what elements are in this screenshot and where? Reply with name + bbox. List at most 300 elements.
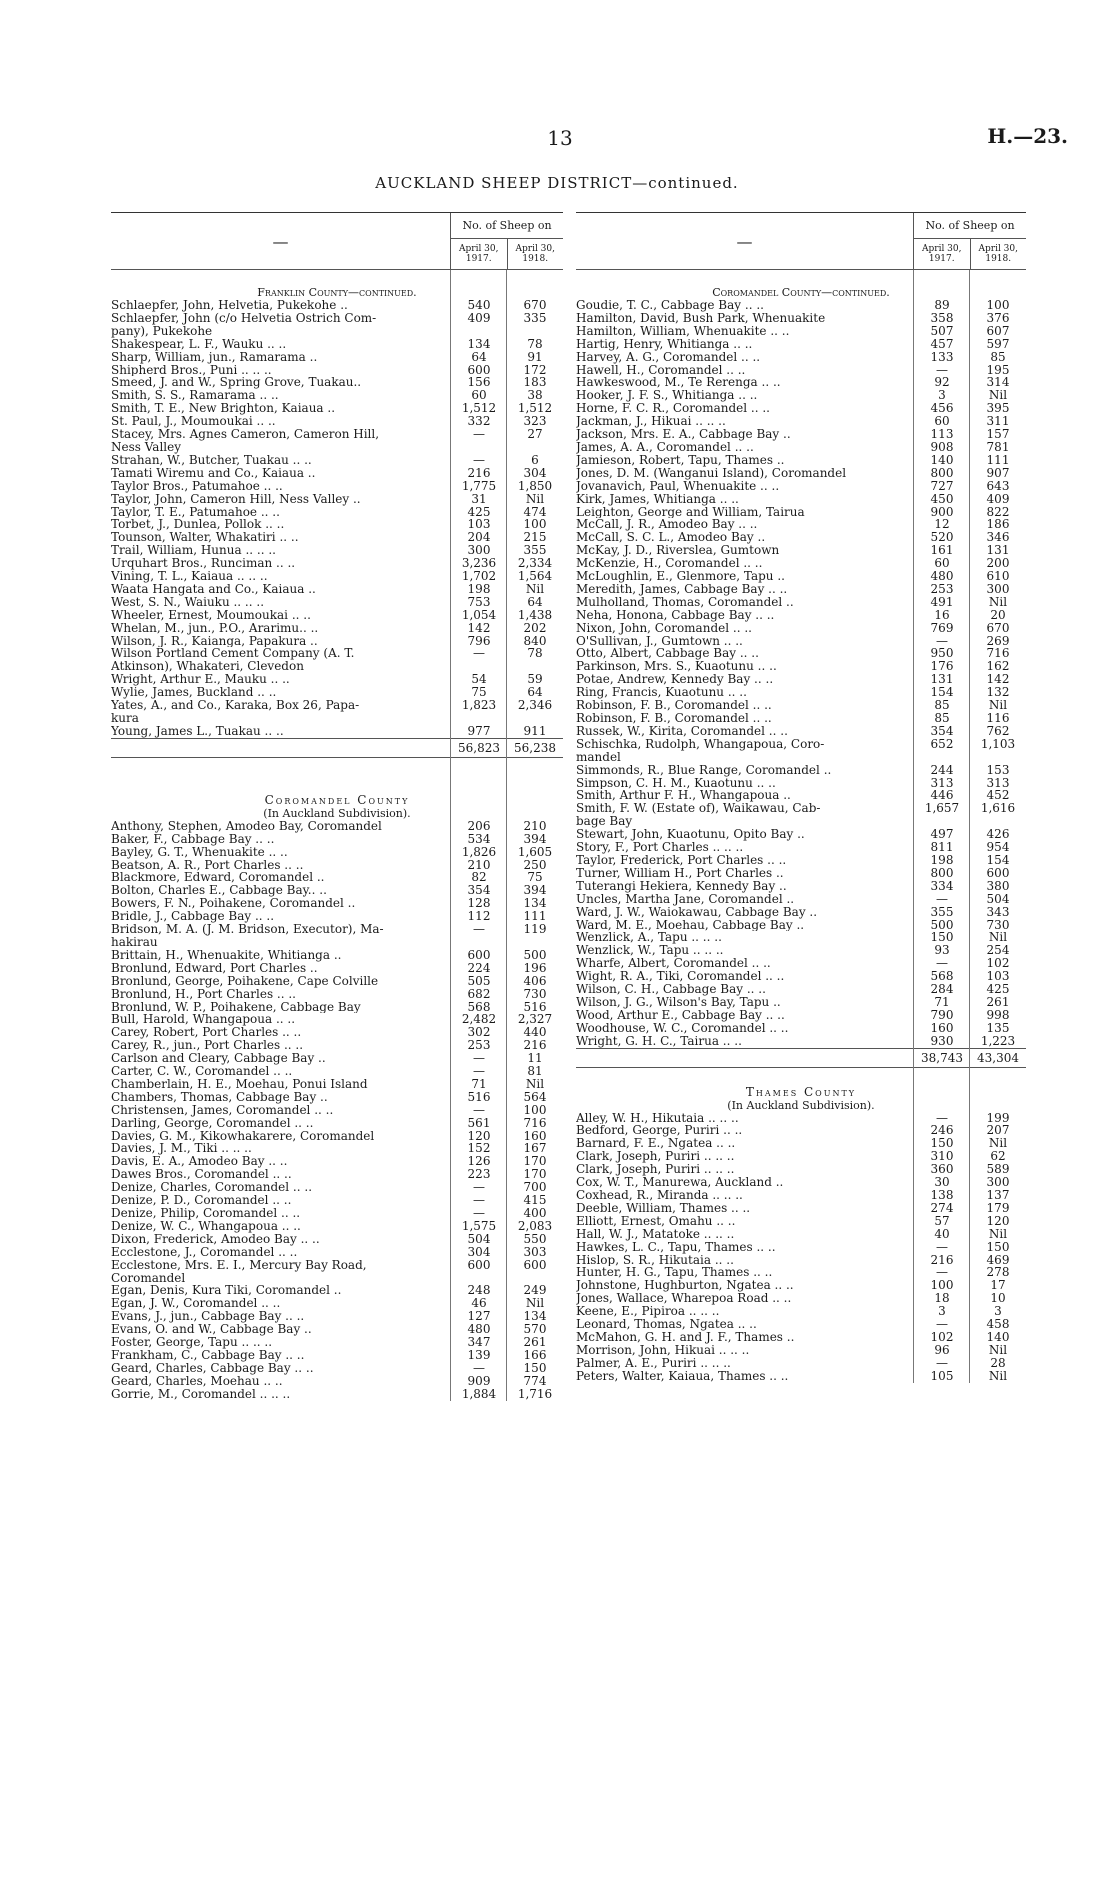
table-row <box>576 635 1026 648</box>
table-row <box>111 936 563 949</box>
sheep-1918-value: 500 <box>523 947 547 962</box>
table-row <box>576 1357 1026 1370</box>
dash-header: — <box>111 213 451 269</box>
owner-name: Alley, W. H., Hikutaia .. .. .. <box>576 1111 739 1125</box>
sheep-1918-value: Nil <box>988 594 1008 609</box>
right-column <box>576 212 1026 1383</box>
owner-name: Clark, Joseph, Puriri .. .. .. <box>576 1150 735 1164</box>
table-row <box>576 777 1026 790</box>
sheep-1918-value: 111 <box>523 909 547 924</box>
table-row <box>111 1026 563 1039</box>
sheep-1917-value: 89 <box>934 298 950 312</box>
sheep-1918-value: 954 <box>986 840 1010 855</box>
county-subtitle: (In Auckland Subdivision). <box>263 806 411 820</box>
table-row <box>576 1241 1026 1254</box>
owner-name: Neha, Honona, Cabbage Bay .. .. <box>576 608 775 622</box>
owner-name: Parkinson, Mrs. S., Kuaotunu .. .. <box>576 660 777 674</box>
table-row <box>111 480 563 493</box>
sheep-1917-value: — <box>936 1110 948 1125</box>
table-row <box>111 833 563 846</box>
sheep-1917-value: 92 <box>934 375 950 390</box>
table-row <box>111 949 563 962</box>
owner-name: Beatson, A. R., Port Charles .. .. <box>111 858 304 872</box>
sheep-1918-value: Nil <box>525 491 545 506</box>
sheep-1918-value <box>507 712 563 725</box>
table-row <box>576 1318 1026 1331</box>
sheep-1917-value: 600 <box>467 1257 491 1272</box>
sheep-1918-value: 323 <box>523 414 547 429</box>
sheep-1917-value: 216 <box>467 465 491 480</box>
sheep-1918-value: Nil <box>988 1136 1008 1151</box>
table-row <box>111 609 563 622</box>
owner-name: Turner, William H., Port Charles .. <box>576 866 784 880</box>
owner-name: James, A. A., Coromandel .. .. <box>576 440 754 454</box>
owner-name: Robinson, F. B., Coromandel .. .. <box>576 712 772 725</box>
sheep-1917-value: 2,482 <box>461 1012 497 1027</box>
sheep-1918-value: 1,438 <box>517 607 553 622</box>
sheep-1917-value: 156 <box>467 375 491 390</box>
county-heading: Franklin County—continued. <box>257 286 417 299</box>
owner-name: Russek, W., Kirita, Coromandel .. .. <box>576 724 788 738</box>
owner-name: Hawkes, L. C., Tapu, Thames .. .. <box>576 1240 776 1254</box>
table-row <box>576 1331 1026 1344</box>
owner-name: Wood, Arthur E., Cabbage Bay .. .. <box>576 1008 785 1022</box>
sheep-1918-value: 550 <box>523 1231 547 1246</box>
sheep-1917-value: 480 <box>930 569 954 584</box>
table-row <box>111 338 563 351</box>
table-row <box>576 1292 1026 1305</box>
table-row <box>111 635 563 648</box>
owner-name: Urquhart Bros., Runciman .. .. <box>111 557 296 571</box>
owner-name: pany), Pukekohe <box>111 324 213 338</box>
sheep-1918-value: 135 <box>986 1020 1010 1035</box>
sheep-1918-value: Nil <box>988 1368 1008 1383</box>
sheep-1918-value: 300 <box>986 1175 1010 1190</box>
owner-name: Egan, Denis, Kura Tiki, Coromandel .. <box>111 1284 342 1298</box>
table-row <box>111 859 563 872</box>
owner-name: Atkinson), Whakateri, Clevedon <box>111 660 304 674</box>
sheep-1917-value: 3,236 <box>461 556 497 571</box>
owner-name: McMahon, G. H. and J. F., Thames .. <box>576 1330 795 1344</box>
sheep-1917-value: 540 <box>467 298 491 312</box>
sheep-1917-value: 134 <box>467 336 491 351</box>
table-row <box>576 699 1026 712</box>
table-row <box>576 815 1026 828</box>
sheep-1917-value: 769 <box>930 620 954 635</box>
owner-name: Potae, Andrew, Kennedy Bay .. .. <box>576 673 774 687</box>
sheep-1917-value: 85 <box>934 698 950 713</box>
sheep-1917-value: 358 <box>930 310 954 325</box>
sheep-1917-value: 18 <box>934 1291 950 1306</box>
sheep-1918-value: 167 <box>523 1141 547 1156</box>
sheep-1918-value: 134 <box>523 896 547 911</box>
owner-name: Yates, A., and Co., Karaka, Box 26, Papa- <box>111 699 360 712</box>
sheep-1918-value: 440 <box>523 1025 547 1040</box>
sheep-1918-value: Nil <box>525 1296 545 1311</box>
table-row <box>576 1279 1026 1292</box>
sheep-1917-value: 38,743 <box>921 1050 963 1065</box>
owner-name: kura <box>111 712 139 725</box>
owner-name: Christensen, James, Coromandel .. .. <box>111 1103 334 1117</box>
sheep-1918-value: 170 <box>523 1154 547 1169</box>
sheep-1917-value: 253 <box>930 581 954 596</box>
owner-name: Barnard, F. E., Ngatea .. .. <box>576 1137 736 1151</box>
sheep-1918-value: 2,334 <box>517 556 553 571</box>
sheep-1918-value: 314 <box>986 375 1010 390</box>
table-row <box>111 1246 563 1259</box>
sheep-1917-value: 1,823 <box>461 698 497 713</box>
table-row <box>111 1272 563 1285</box>
sheep-1918-value: 27 <box>527 427 543 442</box>
sheep-1918-value: 597 <box>986 336 1010 351</box>
owner-name: Leighton, George and William, Tairua <box>576 505 805 519</box>
table-row <box>576 764 1026 777</box>
owner-name: Otto, Albert, Cabbage Bay .. .. <box>576 647 759 661</box>
sheep-1918-value: 570 <box>523 1322 547 1337</box>
sheep-1918-value: 78 <box>527 336 543 351</box>
sheep-1917-value: 727 <box>930 478 954 493</box>
owner-name: Schlaepfer, John (c/o Helvetia Ostrich Com- <box>111 311 377 325</box>
owner-name: Horne, F. C. R., Coromandel .. .. <box>576 402 770 416</box>
table-row <box>111 1194 563 1207</box>
owner-name: Ness Valley <box>111 440 182 454</box>
table-row <box>111 415 563 428</box>
sheep-1917-value: 600 <box>467 947 491 962</box>
sheep-1917-value: 138 <box>930 1188 954 1202</box>
table-row <box>576 1035 1026 1048</box>
table-row <box>576 673 1026 686</box>
sheep-1918-value <box>507 325 563 338</box>
sheep-1918-value: 207 <box>986 1123 1010 1138</box>
sheep-1917-value: 950 <box>930 646 954 661</box>
owner-name: Darling, George, Coromandel .. .. <box>111 1116 314 1130</box>
sheep-1917-value: 120 <box>467 1128 491 1143</box>
table-row <box>111 1297 563 1310</box>
sheep-1918-value: 426 <box>986 827 1010 842</box>
owner-name: Bull, Harold, Whangapoua .. .. <box>111 1013 296 1027</box>
sheep-1918-value: 17 <box>990 1278 1006 1293</box>
table-row <box>576 428 1026 441</box>
sheep-1917-value: 150 <box>930 1136 954 1151</box>
owner-name: Geard, Charles, Cabbage Bay .. .. <box>111 1361 314 1375</box>
owner-name: Geard, Charles, Moehau .. .. <box>111 1374 283 1388</box>
sheep-1917-value: — <box>936 1265 948 1280</box>
table-row <box>111 1117 563 1130</box>
sheep-1917-value: 60 <box>934 556 950 571</box>
owner-name: Leonard, Thomas, Ngatea .. .. <box>576 1318 757 1331</box>
table-row <box>576 1370 1026 1383</box>
table-row <box>111 570 563 583</box>
sheep-1917-value: 360 <box>930 1162 954 1177</box>
sheep-1917-value: 480 <box>467 1322 491 1337</box>
sheep-1918-value: 78 <box>527 646 543 661</box>
sheep-1918-value: 610 <box>986 569 1010 584</box>
sheep-1917-value: 497 <box>930 827 954 842</box>
owner-name: Keene, E., Pipiroa .. .. .. <box>576 1305 720 1319</box>
owner-name: Harvey, A. G., Coromandel .. .. <box>576 350 761 364</box>
table-row <box>576 983 1026 996</box>
sheep-1918-value: 643 <box>986 478 1010 493</box>
owner-name: Foster, George, Tapu .. .. .. <box>111 1336 273 1349</box>
owner-name: Wenzlick, W., Tapu .. .. .. <box>576 944 724 958</box>
owner-name: Smith, S. S., Ramarama .. .. <box>111 389 279 403</box>
owner-name: McLoughlin, E., Glenmore, Tapu .. <box>576 570 785 583</box>
table-row <box>111 897 563 910</box>
table-row <box>111 467 563 480</box>
table-row <box>111 441 563 454</box>
table-row <box>111 312 563 325</box>
table-row <box>576 1266 1026 1279</box>
sheep-1917-value: 142 <box>467 620 491 635</box>
sheep-1917-value: 753 <box>467 594 491 609</box>
sheep-1917-value: 505 <box>467 973 491 988</box>
owner-name: Bronlund, George, Poihakene, Cape Colville <box>111 974 379 988</box>
owner-name: Strahan, W., Butcher, Tuakau .. .. <box>111 453 312 467</box>
table-row <box>111 988 563 1001</box>
owner-name: Bowers, F. N., Poihakene, Coromandel .. <box>111 897 356 911</box>
table-row <box>111 1039 563 1052</box>
sheep-1917-value: 253 <box>467 1038 491 1053</box>
owner-name: Wenzlick, A., Tapu .. .. .. <box>576 931 722 945</box>
table-row <box>111 622 563 635</box>
owner-name: Trail, William, Hunua .. .. .. <box>111 544 276 558</box>
sheep-1917-value: — <box>936 891 948 906</box>
sheep-1917-value: 112 <box>467 909 491 924</box>
sheep-1917-value: 223 <box>467 1167 491 1182</box>
year-1918-header: April 30, 1918. <box>515 244 555 264</box>
sheep-1917-value: — <box>936 633 948 648</box>
sheep-1918-value: 196 <box>523 960 547 975</box>
table-row <box>576 751 1026 764</box>
sheep-1917-value: 54 <box>471 672 487 687</box>
owner-name: Wharfe, Albert, Coromandel .. .. <box>576 957 771 971</box>
sheep-1917-value: 30 <box>934 1175 950 1190</box>
sheep-1918-value: 157 <box>986 427 1010 442</box>
sheep-1918-value: 762 <box>986 723 1010 738</box>
sheep-1918-value: 202 <box>523 620 547 635</box>
sheep-1918-value: 250 <box>523 857 547 872</box>
sheep-1918-value: 170 <box>523 1167 547 1182</box>
sheep-1918-value: 343 <box>986 904 1010 919</box>
sheep-1918-value: 100 <box>523 517 547 532</box>
sheep-1917-value: — <box>936 1355 948 1370</box>
table-row <box>576 1124 1026 1137</box>
sheep-1917-value: 128 <box>467 896 491 911</box>
table-row <box>111 1013 563 1026</box>
sheep-1917-value: 800 <box>930 465 954 480</box>
sheep-1917-value: — <box>936 362 948 377</box>
owner-name: Ring, Francis, Kuaotunu .. .. <box>576 686 747 700</box>
sheep-1917-value: 75 <box>471 685 487 700</box>
sheep-1918-value: 38 <box>527 388 543 403</box>
sheep-1917-value: 908 <box>930 439 954 454</box>
sheep-1918-value: 179 <box>986 1200 1010 1215</box>
year-1917-header: April 30, 1917. <box>914 239 971 269</box>
sheep-1917-value: 561 <box>467 1115 491 1130</box>
table-row <box>576 493 1026 506</box>
sheep-1918-value: 458 <box>986 1317 1010 1332</box>
table-row <box>111 699 563 712</box>
sheep-1917-value: 1,826 <box>461 844 497 859</box>
sheep-1918-value: 261 <box>986 994 1010 1009</box>
table-row <box>111 871 563 884</box>
owner-name: Deeble, William, Thames .. .. <box>576 1201 751 1215</box>
sheep-1918-value: Nil <box>988 698 1008 713</box>
table-row <box>576 906 1026 919</box>
total-row <box>576 1048 1026 1068</box>
sheep-1918-value <box>507 441 563 454</box>
sheep-1918-value: 380 <box>986 878 1010 893</box>
sheep-1917-value: 302 <box>467 1025 491 1040</box>
sheep-1917-value: 46 <box>471 1296 487 1311</box>
table-row <box>111 673 563 686</box>
owner-name: Simpson, C. H. M., Kuaotunu .. .. <box>576 776 776 790</box>
table-row <box>111 712 563 725</box>
table-row <box>576 957 1026 970</box>
owner-name: Shipherd Bros., Puni .. .. .. <box>111 363 272 377</box>
table-row <box>576 712 1026 725</box>
sheep-1918-value: 102 <box>986 956 1010 971</box>
county-title: Thames County <box>745 1084 857 1099</box>
sheep-1918-value: 210 <box>523 818 547 833</box>
sheep-1917-value: 811 <box>930 840 954 855</box>
sheep-1918-value: 395 <box>986 401 1010 416</box>
owner-name: Wright, Arthur E., Mauku .. .. <box>111 673 290 687</box>
sheep-1917-value: 154 <box>930 685 954 700</box>
sheep-1918-value: 822 <box>986 504 1010 519</box>
table-row <box>111 506 563 519</box>
sheep-header-label: No. of Sheep on <box>451 213 563 239</box>
table-body <box>576 270 1026 1383</box>
owner-name: Smith, Arthur F. H., Whangapoua .. <box>576 789 791 803</box>
sheep-1917-value: 300 <box>467 543 491 558</box>
table-row <box>111 1220 563 1233</box>
sheep-1918-value: 335 <box>523 310 547 325</box>
sheep-1917-value: 790 <box>930 1007 954 1022</box>
table-row <box>576 1305 1026 1318</box>
sheep-1918-value: 91 <box>527 349 543 364</box>
sheep-1918-value: 85 <box>990 349 1006 364</box>
sheep-1918-value: 716 <box>523 1115 547 1130</box>
sheep-1917-value: 204 <box>467 530 491 545</box>
sheep-1917-value: 105 <box>930 1368 954 1383</box>
sheep-1918-value: 154 <box>986 852 1010 867</box>
owner-name: Bronlund, H., Port Charles .. .. <box>111 987 296 1001</box>
sheep-1918-value: 43,304 <box>977 1050 1019 1065</box>
owner-name: Mulholland, Thomas, Coromandel .. <box>576 595 794 609</box>
owner-name: Palmer, A. E., Puriri .. .. .. <box>576 1356 731 1370</box>
sheep-1918-value: 132 <box>986 685 1010 700</box>
table-row <box>111 1207 563 1220</box>
sheep-1917-value: — <box>936 1239 948 1254</box>
sheep-1918-value: 3 <box>994 1304 1002 1319</box>
sheep-1918-value: 59 <box>527 672 543 687</box>
sheep-1918-value: 406 <box>523 973 547 988</box>
sheep-1917-value: 284 <box>930 982 954 997</box>
sheep-1917-value: 900 <box>930 504 954 519</box>
sheep-1917-value: 682 <box>467 986 491 1001</box>
sheep-1918-value: 376 <box>986 310 1010 325</box>
sheep-1918-value: 199 <box>986 1110 1010 1125</box>
table-row <box>576 1163 1026 1176</box>
table-row <box>576 802 1026 815</box>
owner-name: Smeed, J. and W., Spring Grove, Tuakau.. <box>111 376 362 390</box>
table-row <box>576 376 1026 389</box>
sheep-1918-value: 111 <box>986 452 1010 467</box>
table-row <box>576 931 1026 944</box>
owner-name: Hamilton, David, Bush Park, Whenuakite <box>576 311 826 325</box>
table-row <box>576 338 1026 351</box>
owner-name: Waata Hangata and Co., Kaiaua .. <box>111 582 316 596</box>
owner-name: Denize, P. D., Coromandel .. .. <box>111 1194 292 1207</box>
sheep-1917-value: — <box>936 1317 948 1332</box>
owner-name: Bronlund, Edward, Port Charles .. <box>111 961 318 975</box>
sheep-1917-value: — <box>473 646 485 661</box>
sheep-1918-value: Nil <box>525 1076 545 1091</box>
owner-name: Bridle, J., Cabbage Bay .. .. <box>111 910 275 924</box>
sheep-1918-value: 62 <box>990 1149 1006 1164</box>
owner-name: Bridson, M. A. (J. M. Bridson, Executor), Ma- <box>111 923 384 936</box>
sheep-1918-value: 469 <box>986 1252 1010 1267</box>
owner-name: Denize, Charles, Coromandel .. .. <box>111 1181 313 1195</box>
sheep-1918-value: 172 <box>523 362 547 377</box>
sheep-1918-value: 200 <box>986 556 1010 571</box>
table-row <box>576 454 1026 467</box>
sheep-1917-value: 354 <box>467 883 491 898</box>
owner-name: Hislop, S. R., Hikutaia .. .. <box>576 1253 734 1267</box>
owner-name: Stacey, Mrs. Agnes Cameron, Cameron Hill, <box>111 428 380 441</box>
sheep-1917-value: 304 <box>467 1244 491 1259</box>
owner-name: Evans, O. and W., Cabbage Bay .. <box>111 1323 312 1337</box>
owner-name: Frankham, C., Cabbage Bay .. .. <box>111 1348 305 1362</box>
table-row <box>576 738 1026 751</box>
sheep-1917-value: 216 <box>930 1252 954 1267</box>
owner-name: Torbet, J., Dunlea, Pollok .. .. <box>111 518 285 532</box>
table-row <box>111 518 563 531</box>
table-row <box>111 364 563 377</box>
table-row <box>576 867 1026 880</box>
owner-name: Peters, Walter, Kaiaua, Thames .. .. <box>576 1369 789 1383</box>
sheep-1918-value: 278 <box>986 1265 1010 1280</box>
sheep-1917-value: 246 <box>930 1123 954 1138</box>
owner-name: Tamati Wiremu and Co., Kaiaua .. <box>111 466 316 480</box>
owner-name: Morrison, John, Hikuai .. .. .. <box>576 1343 750 1357</box>
owner-name: Davis, E. A., Amodeo Bay .. .. <box>111 1155 288 1169</box>
table-row <box>576 312 1026 325</box>
sheep-1917-value: 491 <box>930 594 954 609</box>
sheep-1917-value: 1,884 <box>461 1386 497 1401</box>
sheep-1917-value: 507 <box>930 323 954 338</box>
table-row <box>111 923 563 936</box>
owner-name: Evans, J., jun., Cabbage Bay .. .. <box>111 1310 305 1324</box>
table-row <box>576 893 1026 906</box>
table-row <box>111 1259 563 1272</box>
table-row <box>111 846 563 859</box>
sheep-1918-value: 730 <box>986 917 1010 932</box>
sheep-1917-value: 504 <box>467 1231 491 1246</box>
owner-name: Wilson, J. G., Wilson's Bay, Tapu .. <box>576 995 781 1009</box>
owner-name: Egan, J. W., Coromandel .. .. <box>111 1297 281 1311</box>
owner-name: Hall, W. J., Matatoke .. .. .. <box>576 1227 735 1241</box>
table-row <box>576 1112 1026 1125</box>
owner-name: Wylie, James, Buckland .. .. <box>111 686 277 700</box>
sheep-1917-value: 103 <box>467 517 491 532</box>
sheep-1917-value: 93 <box>934 943 950 958</box>
owner-name: Schischka, Rudolph, Whangapoua, Coro- <box>576 737 825 751</box>
sheep-1918-value: 64 <box>527 685 543 700</box>
table-row <box>576 880 1026 893</box>
sheep-1918-value: 254 <box>986 943 1010 958</box>
